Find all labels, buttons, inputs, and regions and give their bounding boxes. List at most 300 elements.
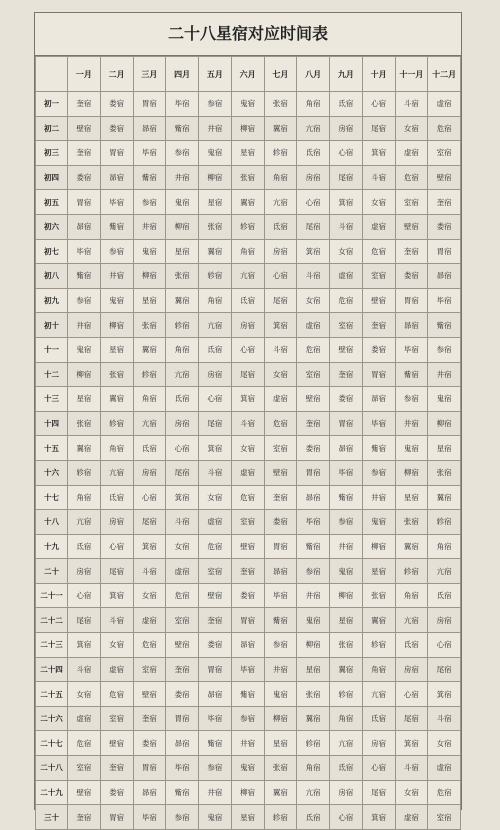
mansion-cell: 角宿 <box>330 706 363 731</box>
mansion-cell: 虚宿 <box>133 608 166 633</box>
mansion-cell: 亢宿 <box>100 460 133 485</box>
mansion-cell: 心宿 <box>166 436 199 461</box>
mansion-cell: 星宿 <box>362 559 395 584</box>
mansion-cell: 尾宿 <box>199 411 232 436</box>
mansion-cell: 柳宿 <box>68 362 101 387</box>
mansion-cell: 张宿 <box>264 756 297 781</box>
mansion-cell: 氐宿 <box>330 756 363 781</box>
mansion-cell: 箕宿 <box>330 190 363 215</box>
month-header: 十一月 <box>395 57 428 92</box>
mansion-cell: 翼宿 <box>264 116 297 141</box>
mansion-cell: 虚宿 <box>100 657 133 682</box>
day-label: 十五 <box>36 436 68 461</box>
mansion-cell: 危宿 <box>362 239 395 264</box>
mansion-cell: 星宿 <box>133 288 166 313</box>
mansion-cell: 昴宿 <box>199 682 232 707</box>
mansion-cell: 壁宿 <box>68 116 101 141</box>
header-row <box>36 57 461 92</box>
mansion-cell: 娄宿 <box>362 337 395 362</box>
mansion-cell: 壁宿 <box>68 780 101 805</box>
mansion-cell: 胃宿 <box>133 92 166 117</box>
mansion-cell: 井宿 <box>428 362 461 387</box>
mansion-cell: 觜宿 <box>199 731 232 756</box>
day-label: 二十四 <box>36 657 68 682</box>
mansion-cell: 室宿 <box>68 756 101 781</box>
mansion-cell: 尾宿 <box>264 288 297 313</box>
mansion-cell: 斗宿 <box>362 165 395 190</box>
mansion-cell: 角宿 <box>166 337 199 362</box>
mansion-cell: 心宿 <box>395 682 428 707</box>
mansion-cell: 氐宿 <box>428 583 461 608</box>
mansion-cell: 觜宿 <box>264 608 297 633</box>
mansion-cell: 尾宿 <box>428 657 461 682</box>
mansion-cell: 胃宿 <box>166 706 199 731</box>
day-label: 二十九 <box>36 780 68 805</box>
mansion-cell: 胃宿 <box>428 239 461 264</box>
table-row <box>36 264 461 289</box>
mansion-cell: 星宿 <box>330 608 363 633</box>
table-row <box>36 190 461 215</box>
page-title: 二十八星宿对应时间表 <box>35 13 461 56</box>
mansion-cell: 亢宿 <box>68 510 101 535</box>
mansion-cell: 女宿 <box>166 534 199 559</box>
mansion-cell: 斗宿 <box>199 460 232 485</box>
day-label: 二十六 <box>36 706 68 731</box>
mansion-cell: 箕宿 <box>362 141 395 166</box>
month-header: 二月 <box>100 57 133 92</box>
lunar-mansion-table <box>35 56 461 830</box>
mansion-cell: 角宿 <box>133 387 166 412</box>
mansion-cell: 星宿 <box>231 805 264 830</box>
mansion-cell: 虚宿 <box>199 510 232 535</box>
day-label: 二十三 <box>36 633 68 658</box>
month-header: 十月 <box>362 57 395 92</box>
mansion-cell: 毕宿 <box>133 141 166 166</box>
mansion-cell: 角宿 <box>428 534 461 559</box>
mansion-cell: 星宿 <box>68 387 101 412</box>
mansion-cell: 井宿 <box>395 411 428 436</box>
mansion-cell: 奎宿 <box>133 706 166 731</box>
mansion-cell: 娄宿 <box>330 387 363 412</box>
mansion-cell: 轸宿 <box>428 510 461 535</box>
table-row <box>36 805 461 830</box>
mansion-cell: 虚宿 <box>362 214 395 239</box>
mansion-cell: 毕宿 <box>330 460 363 485</box>
mansion-cell: 房宿 <box>330 116 363 141</box>
table-sheet <box>34 12 462 822</box>
mansion-cell: 张宿 <box>133 313 166 338</box>
mansion-cell: 参宿 <box>133 190 166 215</box>
mansion-cell: 奎宿 <box>100 756 133 781</box>
day-label: 初四 <box>36 165 68 190</box>
mansion-cell: 女宿 <box>428 731 461 756</box>
mansion-cell: 张宿 <box>362 583 395 608</box>
mansion-cell: 轸宿 <box>264 141 297 166</box>
mansion-cell: 奎宿 <box>199 608 232 633</box>
day-label: 十八 <box>36 510 68 535</box>
mansion-cell: 亢宿 <box>428 559 461 584</box>
mansion-cell: 井宿 <box>297 583 330 608</box>
mansion-cell: 心宿 <box>100 534 133 559</box>
mansion-cell: 氐宿 <box>100 485 133 510</box>
mansion-cell: 亢宿 <box>166 362 199 387</box>
day-label: 二十八 <box>36 756 68 781</box>
mansion-cell: 毕宿 <box>199 706 232 731</box>
mansion-cell: 鬼宿 <box>395 436 428 461</box>
mansion-cell: 奎宿 <box>297 411 330 436</box>
mansion-cell: 女宿 <box>231 436 264 461</box>
mansion-cell: 心宿 <box>68 583 101 608</box>
mansion-cell: 毕宿 <box>68 239 101 264</box>
mansion-cell: 亢宿 <box>362 682 395 707</box>
mansion-cell: 觜宿 <box>428 313 461 338</box>
mansion-cell: 女宿 <box>264 362 297 387</box>
mansion-cell: 室宿 <box>264 436 297 461</box>
mansion-cell: 鬼宿 <box>428 387 461 412</box>
mansion-cell: 张宿 <box>68 411 101 436</box>
mansion-cell: 心宿 <box>330 141 363 166</box>
mansion-cell: 女宿 <box>199 485 232 510</box>
mansion-cell: 壁宿 <box>297 387 330 412</box>
mansion-cell: 女宿 <box>68 682 101 707</box>
mansion-cell: 毕宿 <box>297 510 330 535</box>
mansion-cell: 翼宿 <box>330 657 363 682</box>
table-row <box>36 756 461 781</box>
mansion-cell: 虚宿 <box>428 756 461 781</box>
mansion-cell: 箕宿 <box>199 436 232 461</box>
mansion-cell: 娄宿 <box>166 682 199 707</box>
day-label: 初一 <box>36 92 68 117</box>
mansion-cell: 氐宿 <box>231 288 264 313</box>
mansion-cell: 参宿 <box>330 510 363 535</box>
mansion-cell: 昴宿 <box>68 214 101 239</box>
mansion-cell: 箕宿 <box>68 633 101 658</box>
mansion-cell: 女宿 <box>297 288 330 313</box>
month-header: 三月 <box>133 57 166 92</box>
mansion-cell: 轸宿 <box>330 682 363 707</box>
mansion-cell: 斗宿 <box>395 756 428 781</box>
mansion-cell: 虚宿 <box>297 313 330 338</box>
mansion-cell: 室宿 <box>297 362 330 387</box>
mansion-cell: 心宿 <box>231 337 264 362</box>
mansion-cell: 翼宿 <box>395 534 428 559</box>
mansion-cell: 亢宿 <box>395 608 428 633</box>
mansion-cell: 角宿 <box>395 583 428 608</box>
mansion-cell: 虚宿 <box>231 460 264 485</box>
mansion-cell: 角宿 <box>100 436 133 461</box>
day-label: 二十七 <box>36 731 68 756</box>
mansion-cell: 壁宿 <box>166 633 199 658</box>
mansion-cell: 轸宿 <box>68 460 101 485</box>
mansion-cell: 危宿 <box>428 116 461 141</box>
day-label: 二十二 <box>36 608 68 633</box>
mansion-cell: 觜宿 <box>330 485 363 510</box>
mansion-cell: 心宿 <box>264 264 297 289</box>
mansion-cell: 鬼宿 <box>68 337 101 362</box>
mansion-cell: 翼宿 <box>100 387 133 412</box>
mansion-cell: 参宿 <box>68 288 101 313</box>
mansion-cell: 轸宿 <box>166 313 199 338</box>
mansion-cell: 张宿 <box>330 633 363 658</box>
mansion-cell: 翼宿 <box>264 780 297 805</box>
mansion-cell: 觜宿 <box>166 116 199 141</box>
mansion-cell: 参宿 <box>199 756 232 781</box>
mansion-cell: 壁宿 <box>133 682 166 707</box>
mansion-cell: 参宿 <box>199 92 232 117</box>
mansion-cell: 鬼宿 <box>133 239 166 264</box>
mansion-cell: 胃宿 <box>264 534 297 559</box>
month-header: 四月 <box>166 57 199 92</box>
mansion-cell: 奎宿 <box>68 141 101 166</box>
mansion-cell: 心宿 <box>362 92 395 117</box>
mansion-cell: 张宿 <box>264 92 297 117</box>
table-row <box>36 165 461 190</box>
mansion-cell: 参宿 <box>166 141 199 166</box>
mansion-cell: 氐宿 <box>297 141 330 166</box>
mansion-cell: 室宿 <box>330 313 363 338</box>
mansion-cell: 房宿 <box>166 411 199 436</box>
corner-cell <box>36 57 68 92</box>
day-label: 初三 <box>36 141 68 166</box>
day-label: 初十 <box>36 313 68 338</box>
mansion-cell: 娄宿 <box>68 165 101 190</box>
mansion-cell: 女宿 <box>100 633 133 658</box>
mansion-cell: 毕宿 <box>100 190 133 215</box>
day-label: 十七 <box>36 485 68 510</box>
mansion-cell: 毕宿 <box>166 756 199 781</box>
mansion-cell: 觜宿 <box>231 682 264 707</box>
mansion-cell: 昴宿 <box>133 116 166 141</box>
mansion-cell: 昴宿 <box>133 780 166 805</box>
mansion-cell: 氐宿 <box>395 633 428 658</box>
table-row <box>36 731 461 756</box>
mansion-cell: 星宿 <box>428 436 461 461</box>
mansion-cell: 星宿 <box>395 485 428 510</box>
mansion-cell: 轸宿 <box>362 633 395 658</box>
mansion-cell: 奎宿 <box>231 559 264 584</box>
mansion-cell: 心宿 <box>428 633 461 658</box>
mansion-cell: 井宿 <box>199 116 232 141</box>
mansion-cell: 室宿 <box>428 805 461 830</box>
mansion-cell: 昴宿 <box>100 165 133 190</box>
mansion-cell: 鬼宿 <box>166 190 199 215</box>
mansion-cell: 壁宿 <box>428 165 461 190</box>
mansion-cell: 井宿 <box>133 214 166 239</box>
mansion-cell: 参宿 <box>264 633 297 658</box>
mansion-cell: 胃宿 <box>395 288 428 313</box>
mansion-cell: 房宿 <box>362 731 395 756</box>
mansion-cell: 觜宿 <box>133 165 166 190</box>
table-row <box>36 682 461 707</box>
mansion-cell: 鬼宿 <box>199 141 232 166</box>
mansion-cell: 翼宿 <box>199 239 232 264</box>
mansion-cell: 角宿 <box>297 92 330 117</box>
mansion-cell: 壁宿 <box>100 731 133 756</box>
day-label: 三十 <box>36 805 68 830</box>
mansion-cell: 张宿 <box>100 362 133 387</box>
mansion-cell: 女宿 <box>330 239 363 264</box>
mansion-cell: 胃宿 <box>231 608 264 633</box>
mansion-cell: 昴宿 <box>231 633 264 658</box>
table-row <box>36 116 461 141</box>
day-label: 初五 <box>36 190 68 215</box>
month-header: 六月 <box>231 57 264 92</box>
mansion-cell: 参宿 <box>362 460 395 485</box>
mansion-cell: 壁宿 <box>395 214 428 239</box>
mansion-cell: 胃宿 <box>100 141 133 166</box>
mansion-cell: 胃宿 <box>100 805 133 830</box>
mansion-cell: 柳宿 <box>231 116 264 141</box>
day-label: 十二 <box>36 362 68 387</box>
mansion-cell: 危宿 <box>428 780 461 805</box>
mansion-cell: 星宿 <box>264 731 297 756</box>
mansion-cell: 室宿 <box>428 141 461 166</box>
day-label: 初八 <box>36 264 68 289</box>
table-row <box>36 141 461 166</box>
mansion-cell: 斗宿 <box>133 559 166 584</box>
table-row <box>36 92 461 117</box>
table-row <box>36 559 461 584</box>
mansion-cell: 昴宿 <box>166 731 199 756</box>
mansion-cell: 壁宿 <box>330 337 363 362</box>
mansion-cell: 心宿 <box>330 805 363 830</box>
mansion-cell: 星宿 <box>297 657 330 682</box>
mansion-cell: 危宿 <box>68 731 101 756</box>
mansion-cell: 柳宿 <box>199 165 232 190</box>
mansion-cell: 昴宿 <box>330 436 363 461</box>
mansion-cell: 柳宿 <box>264 706 297 731</box>
mansion-cell: 箕宿 <box>100 583 133 608</box>
table-row <box>36 313 461 338</box>
mansion-cell: 娄宿 <box>231 583 264 608</box>
mansion-cell: 星宿 <box>199 190 232 215</box>
table-row <box>36 387 461 412</box>
mansion-cell: 柳宿 <box>395 460 428 485</box>
mansion-cell: 斗宿 <box>68 657 101 682</box>
mansion-cell: 角宿 <box>264 165 297 190</box>
mansion-cell: 柳宿 <box>166 214 199 239</box>
mansion-cell: 亢宿 <box>297 116 330 141</box>
mansion-cell: 觜宿 <box>395 362 428 387</box>
mansion-cell: 危宿 <box>199 534 232 559</box>
day-label: 十三 <box>36 387 68 412</box>
mansion-cell: 奎宿 <box>166 657 199 682</box>
mansion-cell: 胃宿 <box>362 362 395 387</box>
mansion-cell: 危宿 <box>231 485 264 510</box>
mansion-cell: 箕宿 <box>395 731 428 756</box>
mansion-cell: 箕宿 <box>264 313 297 338</box>
mansion-cell: 尾宿 <box>166 460 199 485</box>
mansion-cell: 室宿 <box>199 559 232 584</box>
mansion-cell: 危宿 <box>395 165 428 190</box>
mansion-cell: 心宿 <box>133 485 166 510</box>
mansion-cell: 房宿 <box>264 239 297 264</box>
mansion-cell: 昴宿 <box>297 485 330 510</box>
table-row <box>36 436 461 461</box>
mansion-cell: 角宿 <box>362 657 395 682</box>
mansion-cell: 鬼宿 <box>100 288 133 313</box>
mansion-cell: 轸宿 <box>395 559 428 584</box>
mansion-cell: 张宿 <box>231 165 264 190</box>
table-row <box>36 362 461 387</box>
mansion-cell: 柳宿 <box>100 313 133 338</box>
mansion-cell: 奎宿 <box>68 805 101 830</box>
mansion-cell: 奎宿 <box>428 190 461 215</box>
mansion-cell: 毕宿 <box>428 288 461 313</box>
mansion-cell: 箕宿 <box>428 682 461 707</box>
mansion-cell: 心宿 <box>362 756 395 781</box>
mansion-cell: 房宿 <box>231 313 264 338</box>
mansion-cell: 参宿 <box>166 805 199 830</box>
mansion-cell: 觜宿 <box>68 264 101 289</box>
table-row <box>36 288 461 313</box>
mansion-cell: 毕宿 <box>395 337 428 362</box>
mansion-cell: 张宿 <box>199 214 232 239</box>
mansion-cell: 娄宿 <box>264 510 297 535</box>
mansion-cell: 尾宿 <box>297 214 330 239</box>
mansion-cell: 星宿 <box>166 239 199 264</box>
mansion-cell: 箕宿 <box>297 239 330 264</box>
mansion-cell: 虚宿 <box>68 706 101 731</box>
mansion-cell: 柳宿 <box>231 780 264 805</box>
mansion-cell: 氐宿 <box>68 534 101 559</box>
mansion-cell: 斗宿 <box>231 411 264 436</box>
mansion-cell: 参宿 <box>395 387 428 412</box>
table-row <box>36 780 461 805</box>
mansion-cell: 翼宿 <box>428 485 461 510</box>
mansion-cell: 翼宿 <box>297 706 330 731</box>
mansion-cell: 翼宿 <box>362 608 395 633</box>
mansion-cell: 井宿 <box>264 657 297 682</box>
mansion-cell: 毕宿 <box>362 411 395 436</box>
mansion-cell: 角宿 <box>68 485 101 510</box>
mansion-cell: 室宿 <box>231 510 264 535</box>
mansion-cell: 尾宿 <box>68 608 101 633</box>
mansion-cell: 翼宿 <box>68 436 101 461</box>
table-row <box>36 214 461 239</box>
mansion-cell: 娄宿 <box>395 264 428 289</box>
mansion-cell: 氐宿 <box>264 214 297 239</box>
mansion-cell: 娄宿 <box>100 116 133 141</box>
mansion-cell: 虚宿 <box>264 387 297 412</box>
table-row <box>36 337 461 362</box>
mansion-cell: 房宿 <box>428 608 461 633</box>
mansion-cell: 尾宿 <box>133 510 166 535</box>
mansion-cell: 尾宿 <box>100 559 133 584</box>
mansion-cell: 尾宿 <box>231 362 264 387</box>
mansion-cell: 尾宿 <box>395 706 428 731</box>
table-row <box>36 510 461 535</box>
mansion-cell: 昴宿 <box>395 313 428 338</box>
mansion-cell: 参宿 <box>428 337 461 362</box>
mansion-cell: 轸宿 <box>100 411 133 436</box>
mansion-cell: 房宿 <box>330 780 363 805</box>
month-header: 五月 <box>199 57 232 92</box>
mansion-cell: 壁宿 <box>264 460 297 485</box>
day-label: 二十一 <box>36 583 68 608</box>
month-header: 九月 <box>330 57 363 92</box>
mansion-cell: 角宿 <box>297 756 330 781</box>
mansion-cell: 奎宿 <box>264 485 297 510</box>
mansion-cell: 娄宿 <box>133 731 166 756</box>
month-header: 七月 <box>264 57 297 92</box>
mansion-cell: 箕宿 <box>166 485 199 510</box>
mansion-cell: 胃宿 <box>297 460 330 485</box>
table-row <box>36 239 461 264</box>
mansion-cell: 女宿 <box>362 190 395 215</box>
mansion-cell: 氐宿 <box>362 706 395 731</box>
mansion-cell: 奎宿 <box>330 362 363 387</box>
